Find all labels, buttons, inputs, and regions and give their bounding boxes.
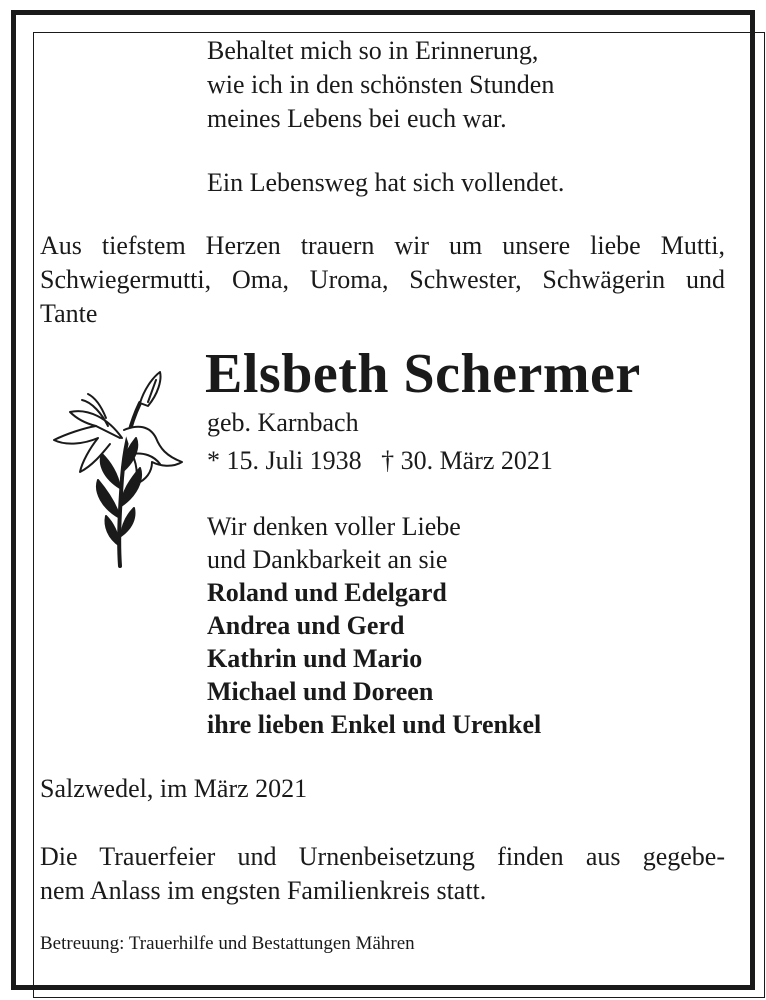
intro-line-1: Aus tiefstem Herzen trauern wir um unsere liebe Mutti, <box>40 231 725 260</box>
funeral-note-line-1: Die Trauerfeier und Urnenbeisetzung finden aus gegebe- <box>40 842 725 871</box>
poem-line-3: meines Lebens bei euch war. <box>207 104 507 133</box>
mourner-5: ihre lieben Enkel und Urenkel <box>207 710 542 739</box>
life-dates: * 15. Juli 1938 † 30. März 2021 <box>207 446 553 475</box>
intro-line-3: Tante <box>40 299 98 328</box>
undertaker: Betreuung: Trauerhilfe und Bestattungen Mähren <box>40 933 415 954</box>
place-date: Salzwedel, im März 2021 <box>40 774 308 803</box>
poem-line-2: wie ich in den schönsten Stunden <box>207 70 555 99</box>
mourner-1: Roland und Edelgard <box>207 578 447 607</box>
deceased-name: Elsbeth Schermer <box>205 343 641 405</box>
poem-closing: Ein Lebensweg hat sich vollendet. <box>207 168 565 197</box>
lily-flower-icon <box>48 368 190 568</box>
intro-line-2: Schwiegermutti, Oma, Uroma, Schwester, Schwägerin und <box>40 265 725 294</box>
poem-line-1: Behaltet mich so in Erinnerung, <box>207 36 539 65</box>
mourners-intro-line-2: und Dankbarkeit an sie <box>207 545 448 574</box>
intro-paragraph <box>40 229 725 331</box>
birth-name: geb. Karnbach <box>207 408 359 437</box>
mourners-intro-line-1: Wir denken voller Liebe <box>207 512 461 541</box>
funeral-note <box>40 840 725 908</box>
funeral-note-line-2: nem Anlass im engsten Familienkreis statt. <box>40 876 487 905</box>
mourner-4: Michael und Doreen <box>207 677 434 706</box>
mourner-3: Kathrin und Mario <box>207 644 423 673</box>
mourner-2: Andrea und Gerd <box>207 611 405 640</box>
